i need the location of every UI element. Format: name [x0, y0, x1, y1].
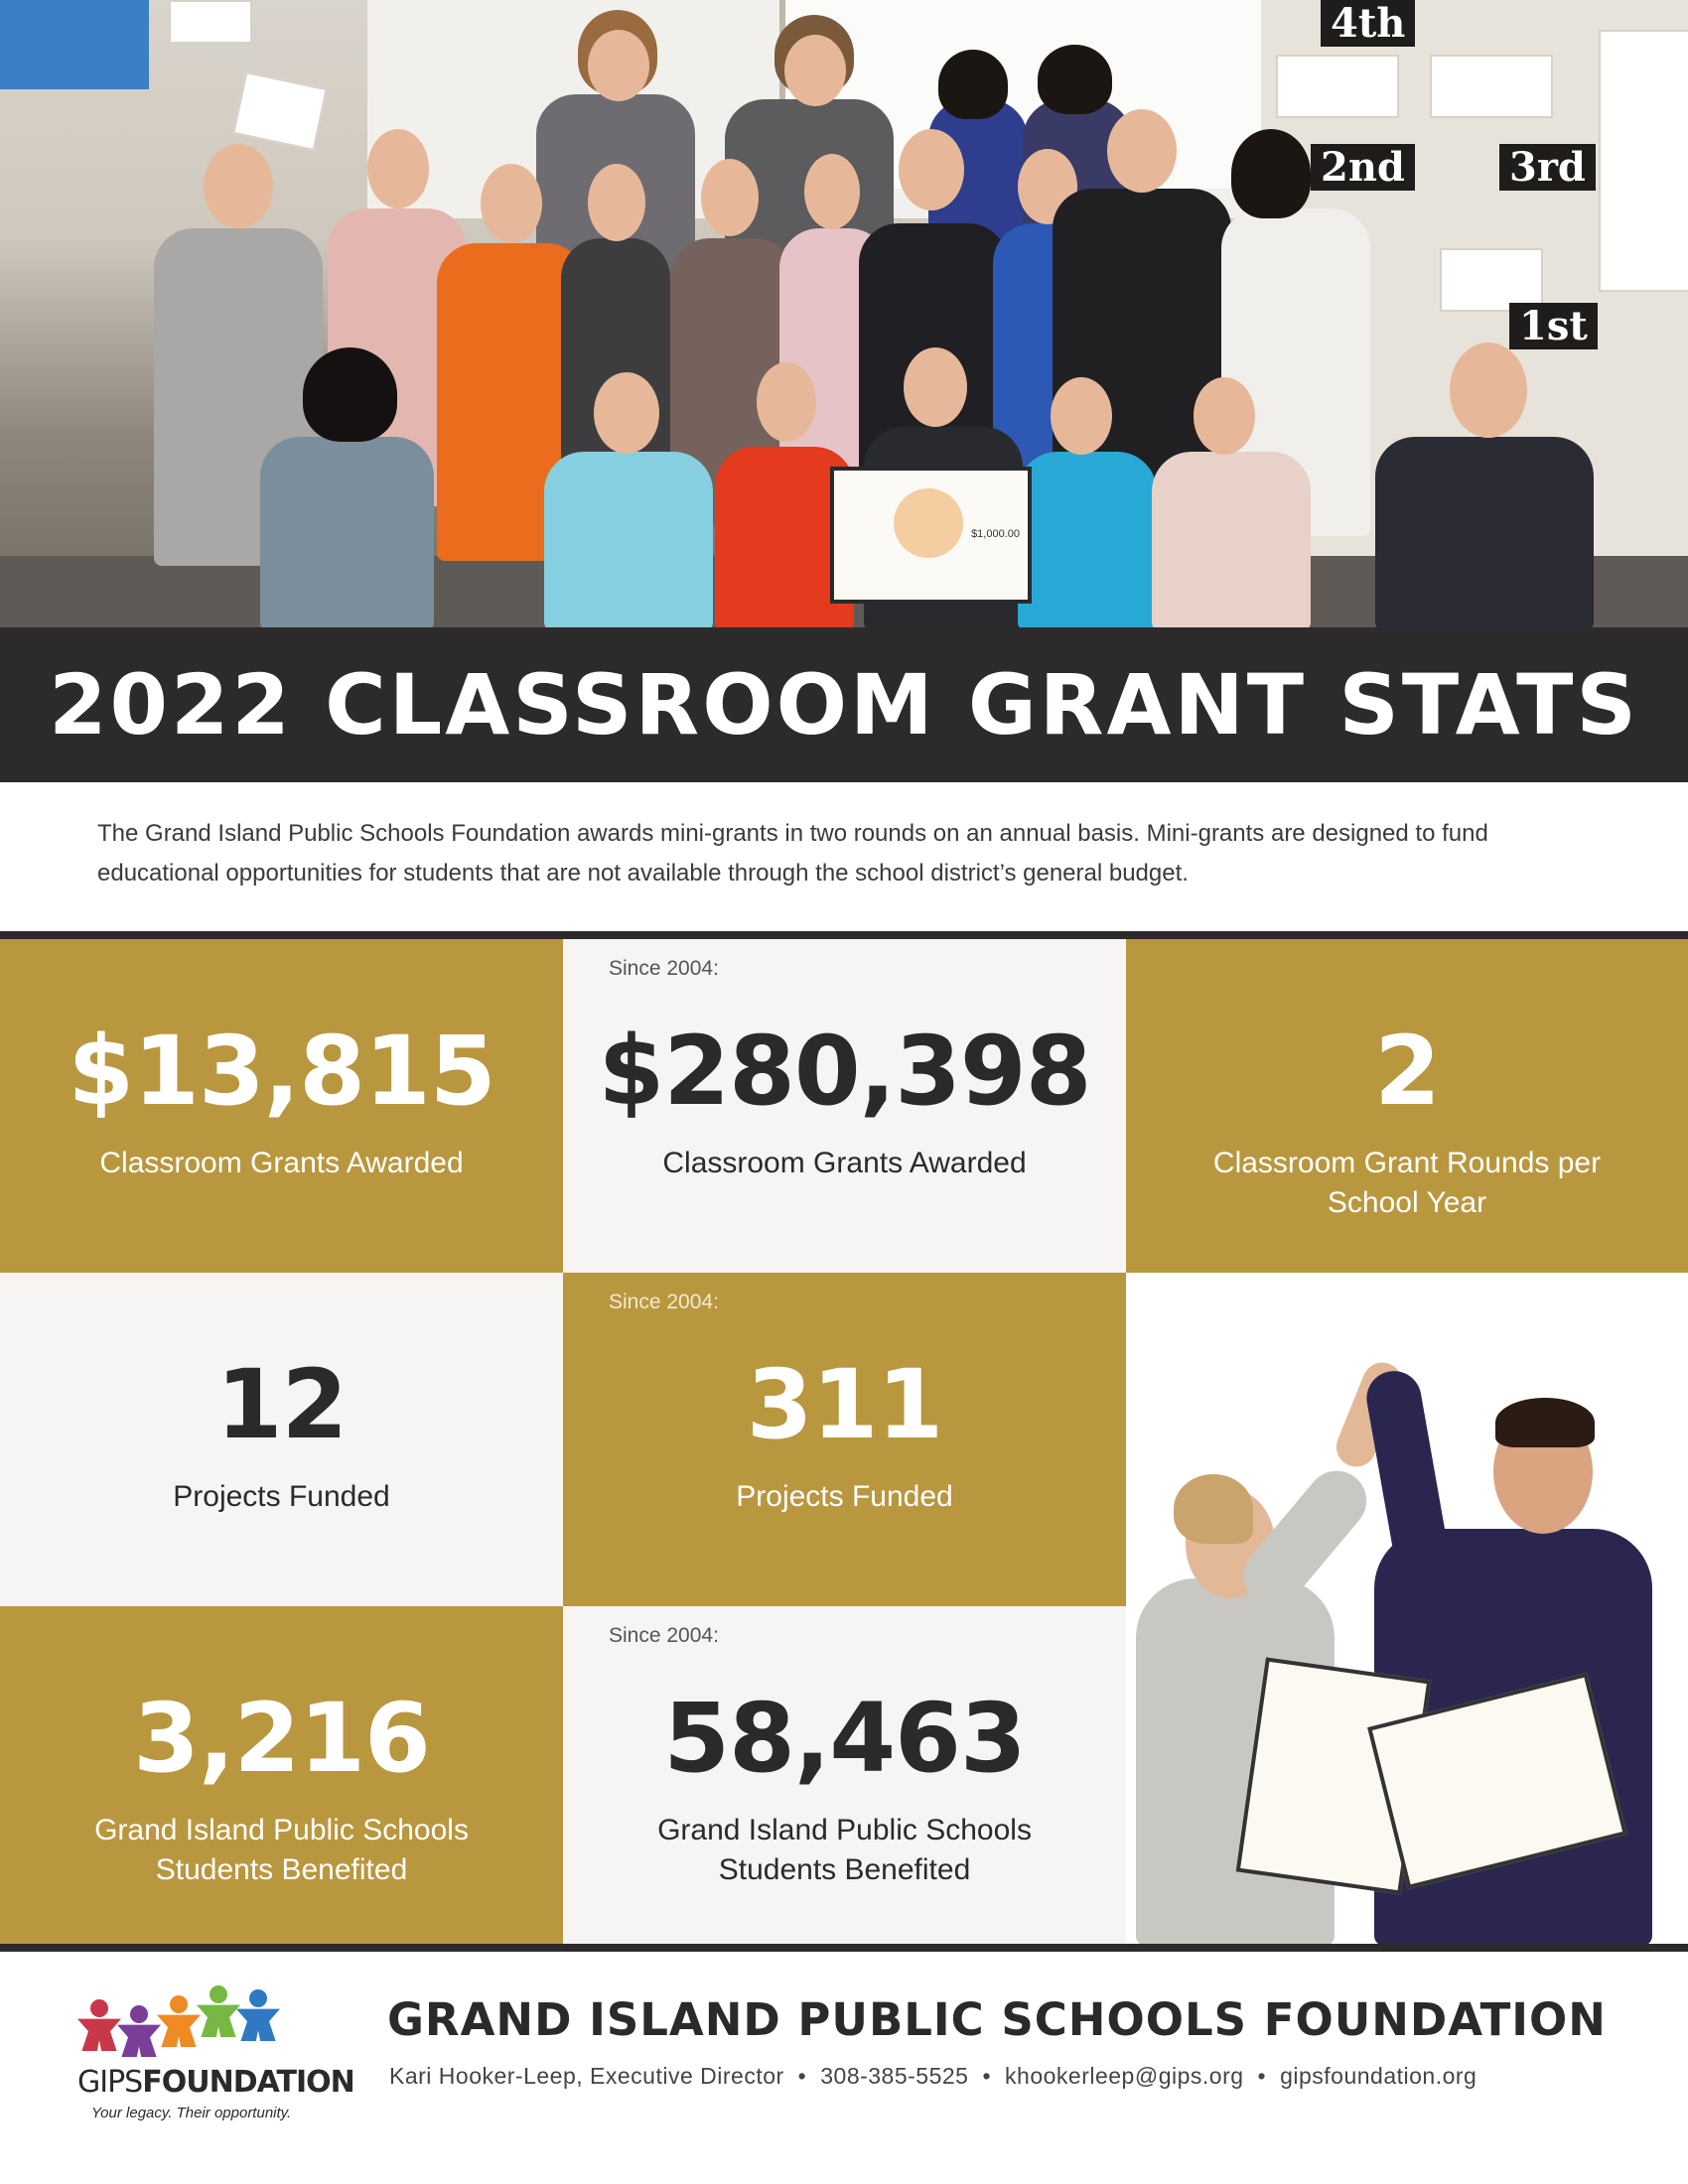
title-banner — [0, 627, 1688, 782]
intro-paragraph: The Grand Island Public Schools Foundation awards mini-grants in two rounds on an annual basis. Mini-grants are designed to fund educational opportunities for students that are not available through the school district’s general budget. — [97, 820, 1488, 887]
person-head — [757, 362, 816, 442]
contact-director: Kari Hooker-Leep, Executive Director — [389, 2063, 784, 2089]
wall-poster — [1599, 30, 1688, 292]
page-title: 2022 CLASSROOM GRANT STATS — [49, 656, 1639, 753]
stat-cell — [563, 939, 1126, 1273]
person-head — [588, 30, 649, 101]
organization-name: GRAND ISLAND PUBLIC SCHOOLS FOUNDATION — [387, 1993, 1607, 2046]
logo-figure-icon — [157, 1995, 201, 2047]
stat-value: 2 — [1374, 1016, 1440, 1127]
stat-value: $13,815 — [68, 1016, 495, 1127]
person-head — [904, 347, 967, 427]
grant-certificate — [830, 467, 1032, 604]
stat-since: Since 2004: — [609, 1624, 719, 1647]
contact-phone[interactable]: 308-385-5525 — [820, 2063, 969, 2089]
person — [1018, 452, 1157, 627]
gips-foundation-logo — [77, 1991, 355, 2140]
divider-top — [0, 931, 1688, 939]
stat-label: Projects Funded — [736, 1480, 953, 1513]
wall-poster — [0, 0, 149, 89]
person-head — [1107, 109, 1177, 193]
contact-line: Kari Hooker-Leep, Executive Director • 308-385-5525 • khookerleep@gips.org • gipsfoundation.org — [389, 2063, 1477, 2089]
contact-website-link[interactable]: gipsfoundation.org — [1280, 2063, 1477, 2089]
stat-value: 58,463 — [663, 1683, 1026, 1794]
stat-cell — [1126, 939, 1688, 1273]
person — [1375, 437, 1594, 627]
person-head — [594, 372, 659, 454]
person-head — [588, 164, 645, 241]
logo-figure-icon — [236, 1989, 280, 2041]
stat-label: Projects Funded — [173, 1480, 390, 1513]
wall-poster — [1276, 55, 1399, 118]
person-hair — [1231, 129, 1311, 218]
stat-value: 3,216 — [133, 1683, 430, 1794]
logo-tagline: Your legacy. Their opportunity. — [91, 2105, 292, 2121]
stat-since: Since 2004: — [609, 1291, 719, 1313]
stat-label: Classroom Grant Rounds per School Year — [1212, 1147, 1602, 1219]
person — [1152, 452, 1311, 627]
stat-cell — [563, 1606, 1126, 1944]
certificate-logo-icon — [894, 488, 963, 558]
person-hair — [1174, 1474, 1253, 1544]
wall-poster — [1430, 55, 1553, 118]
wall-poster — [232, 71, 327, 151]
person-hair — [1038, 45, 1112, 114]
footer — [0, 1952, 1688, 2184]
person-head — [1450, 342, 1527, 438]
wall-chip: 1st — [1509, 303, 1598, 349]
person-hair — [938, 50, 1008, 119]
person — [260, 437, 434, 627]
logo-wordmark: GIPSFOUNDATION — [77, 2065, 354, 2100]
wall-chip: 3rd — [1499, 144, 1596, 191]
person-hair — [1495, 1398, 1595, 1447]
contact-email-link[interactable]: khookerleep@gips.org — [1005, 2063, 1244, 2089]
person — [544, 452, 713, 627]
certificate-amount: $1,000.00 — [971, 528, 1020, 540]
person-head — [481, 164, 542, 243]
stat-value: 12 — [215, 1349, 348, 1460]
wall-poster — [169, 0, 252, 44]
person-head — [804, 154, 860, 229]
high-five-photo — [1126, 1281, 1688, 1944]
wall-chip: 4th — [1321, 0, 1415, 47]
stat-value: $280,398 — [598, 1016, 1091, 1127]
logo-figure-icon — [197, 1985, 240, 2037]
person-head — [204, 144, 273, 228]
stat-cell — [0, 939, 563, 1273]
stat-label: Classroom Grants Awarded — [662, 1147, 1027, 1179]
person-head — [899, 129, 964, 210]
person-head — [1051, 377, 1112, 455]
hero-photo-classroom-group — [0, 0, 1688, 627]
person-hair — [303, 347, 397, 442]
person-head — [367, 129, 429, 208]
person-head — [701, 159, 759, 236]
stat-since: Since 2004: — [609, 957, 719, 980]
person-arm — [1362, 1367, 1451, 1572]
person-head — [784, 35, 846, 106]
stat-cell — [0, 1273, 563, 1606]
logo-figure-icon — [117, 2005, 161, 2057]
wall-chip: 2nd — [1311, 144, 1415, 191]
divider-bottom — [0, 1944, 1688, 1952]
stat-value: 311 — [746, 1349, 943, 1460]
stat-label: Classroom Grants Awarded — [99, 1147, 464, 1179]
stat-label: Grand Island Public Schools Students Benefited — [657, 1814, 1032, 1886]
person-head — [1194, 377, 1255, 455]
stat-cell — [563, 1273, 1126, 1606]
stat-label: Grand Island Public Schools Students Benefited — [94, 1814, 469, 1886]
logo-figure-icon — [77, 1999, 121, 2051]
stat-cell — [0, 1606, 563, 1944]
